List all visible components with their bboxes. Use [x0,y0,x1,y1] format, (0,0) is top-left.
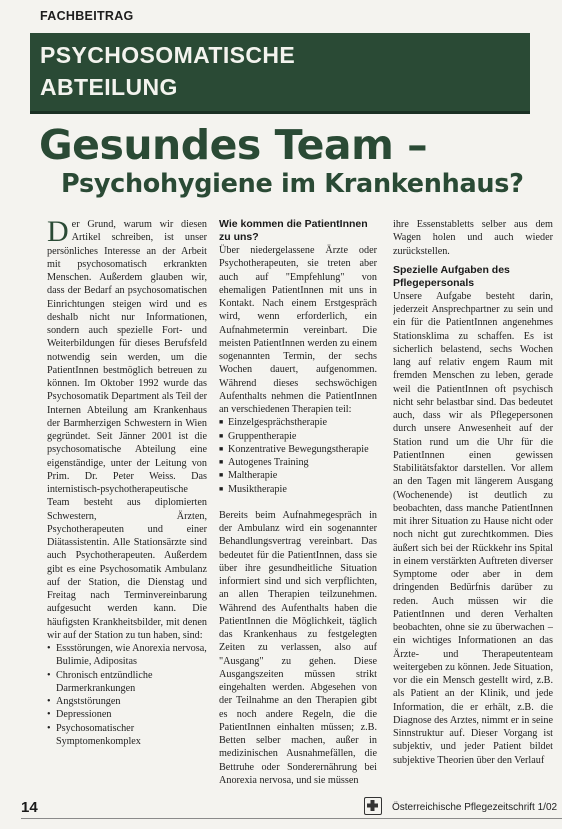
body-paragraph: ihre Essenstabletts selber aus dem Wagen holen und auch wieder zurückstellen. [393,219,553,257]
list-item: • Depressionen [47,708,207,721]
body-paragraph: Über niedergelassene Ärzte oder Psychotherapeuten, sie treten aber auch auf "Empfehlung" von ehemaligen PatientInnen mit uns in Kontakt. Nach einem Erstgespräch wird, wenn erforderlich, ein Aufnahmetermin vereinbart. Die meisten PatientInnen werden zu einem sogenannten Termin, der sechs Wochen dauert, aufgenommen. Während dieses sechswöchigen Aufenthalts nehmen die PatientInnen an verschiedenen Therapien teil: [219,245,377,415]
list-item: ■ Maltherapie [219,469,377,482]
body-paragraph: Unsere Aufgabe besteht darin, jederzeit Ansprechpartner zu sein und ein für die PatientInnen angenehmes Stationsklima zu schaffen. Es ist sicherlich belastend, sechs Wochen lang auf relativ engem Raum mit fremden Menschen zu leben, gerade weil die PatientInnen oft psychisch nicht sehr belastbar sind. Das bedeutet auch, dass wir als Pflegepersonen durch unsere Anwesenheit auf der Station rund um die Uhr für die PatientInnen einen gewissen Stabilitätsfaktor darstellen. Vor allem an den Tagen mit längerem Ausgang (Wochenende) ist deutlich zu beobachten, dass manche PatientInnen mit ihrer Situation zu Hause nicht oder noch nicht gut zurechtkommen. Dies äußert sich bei der Rückkehr ins Spital in einem verstärkten Auftreten diverser Symptome oder aber in dem dringenden Bedürfnis darüber zu reden. Auch müssen wir die PatientInnen und deren Verhalten beobachten, ohne sie zu überwachen – ein wichtiges Informationen an das Ärzte- und Therapeutenteam weitergeben zu können. Jede Situation, vor die ein Mensch gestellt wird, z.B. als Patient an der Klinik, und jede Information, die er erhält, z.B. die Diagnose des Arztes, nimmt er in seine Sinnstruktur auf. Dieser Vorgang ist subjektiv, und jeder Patient bildet subjektive Theorien über den Verlauf [393,290,553,766]
list-item: ■ Autogenes Training [219,456,377,469]
banner-line-2: ABTEILUNG [40,74,178,100]
list-item: • Chronisch entzündliche Darmerkrankungen [47,669,207,696]
section-heading: Wie kommen die PatientInnen zu uns? [219,218,368,243]
article-column-2 [219,218,377,795]
diagnosis-list [47,642,207,748]
list-item: • Essstörungen, wie Anorexia nervosa, Bulimie, Adipositas [47,642,207,669]
headline: Gesundes Team – [39,121,428,169]
page-number: 14 [21,799,38,816]
list-item: ■ Gruppentherapie [219,430,377,443]
list-item: • Psychosomatischer Symptomenkomplex [47,722,207,749]
article-column-1 [47,218,207,795]
journal-title: Österreichische Pflegezeitschrift 1/02 [392,802,558,813]
drop-cap: D [47,218,69,248]
list-item: ■ Musiktherapie [219,483,377,496]
intro-text: er Grund, warum wir diesen Artikel schreiben, ist unser persönliches Interesse an der Arbeit mit psychosomatisch erkrankten Menschen. Außerdem glauben wir, dass der Bedarf an psychosomatischen Einrichtungen steigen wird und es deshalb nicht nur Informationen, sondern auch spezielle Fort- und Weiterbildungen für dieses Berufsfeld notwendig sein werden, um die PatientInnen bestmöglich betreuen zu können. Im Oktober 1992 wurde das Psychosomatik Department als Teil der Internen Abteilung am Krankenhaus der Barmherzigen Schwestern in Wien gegründet. Seit Jänner 2001 ist die psychosomatische Abteilung eine eigenständige, unter der Leitung von Prim. Dr. Peter Weiss. Das internistisch-psychotherapeutische Team besteht aus diplomierten Schwestern, Ärzten, Psychotherapeuten und einer Diätassistentin. Alle Stationsärzte sind auch Psychotherapeuten. Außerdem gibt es eine Psychosomatik Ambulanz auf der Station, die Dienstag und Freitag nach Terminvereinbarung aufgesucht werden kann. Die häufigsten Krankheitsbilder, mit denen wir auf der Station zu tun haben, sind: [47,219,207,641]
section-label: FACHBEITRAG [40,9,134,23]
intro-paragraph [47,218,207,642]
list-item: ■ Einzelgesprächstherapie [219,416,377,429]
footer-rule [21,818,562,819]
journal-logo-icon [364,797,382,815]
section-heading: Spezielle Aufgaben des Pflegepersonals [393,263,510,289]
banner-line-1: PSYCHOSOMATISCHE [40,42,296,68]
body-paragraph: Bereits beim Aufnahmegespräch in der Ambulanz wird ein sogenannter Behandlungsvertrag vereinbart. Das bedeutet für die PatientInnen, dass sie über ihre gesundheitliche Situation informiert sind und sich verpflichten, an allen Therapien teilzunehmen. Während des Aufenthalts haben die PatientInnen die Möglichkeit, täglich das Krankenhaus zu festgelegten Zeiten zu verlassen, also auf "Ausgang" zu gehen. Diese Ausgangszeiten müssen strikt eingehalten werden. Abgesehen von der Teilnahme an den Therapien gibt es noch andere Regeln, die die PatientInnen einhalten müssen; z.B. Betten selber machen, außer in medizinischen Ausnahmefällen, die Bettruhe oder Sonderernährung bei Anorexia nervosa, und sie müssen [219,509,377,786]
therapy-list [219,416,377,496]
list-item: • Angststörungen [47,695,207,708]
subheadline: Psychohygiene im Krankenhaus? [61,169,524,199]
department-banner [30,33,530,114]
article-column-3 [393,218,553,795]
list-item: ■ Konzentrative Bewegungstherapie [219,443,377,456]
